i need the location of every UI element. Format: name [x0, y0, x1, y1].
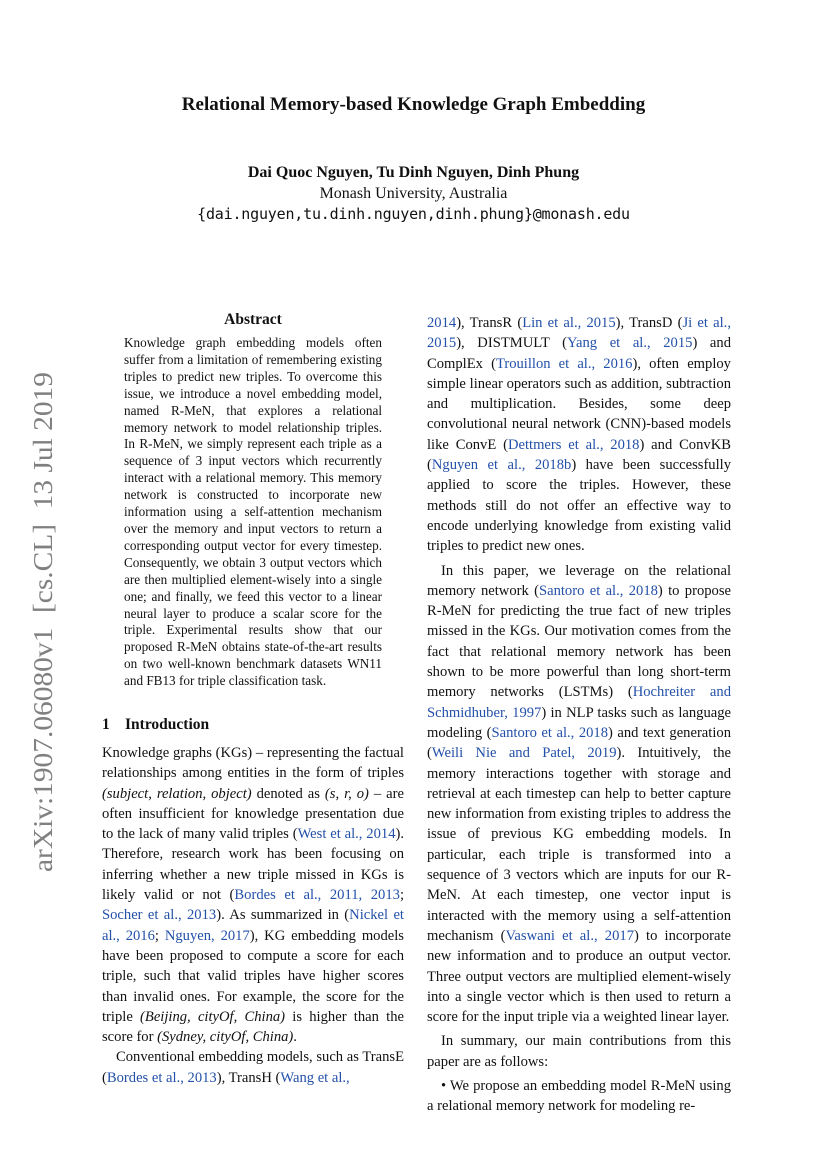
- right-paragraph-4: [427, 1076, 731, 1117]
- text-run: ) in NLP tasks such as language modeling (: [427, 704, 731, 741]
- text-run: ) and text generation (: [427, 724, 731, 762]
- text-run: • We propose an embedding model R-MeN using a relational memory network for modeling re-: [427, 1077, 731, 1115]
- text-run: ), DISTMULT (: [456, 335, 567, 352]
- text-run: (s, r, o): [324, 785, 369, 802]
- text-run: (Sydney, cityOf, China): [157, 1029, 294, 1046]
- text-run: Knowledge graphs (KGs) – representing the factual relationships among entities in the form of triples: [102, 745, 404, 782]
- text-run: ) have been successfully applied to score the triples. However, these methods still do not offer an effective way to encode underlying knowledge from existing valid triples to predict new ones.: [427, 457, 732, 555]
- text-run: ). Intuitively, the memory interactions together with storage and retrieval at each timestep can help to better capture new information from existing triples to address the issue of previous KG embedding models. In particular, each triple is transformed into a sequence of 3 vectors which are inputs for our R-MeN. At each timestep, one vector input is interacted with the memory using a self-attention mechanism (: [427, 745, 731, 944]
- text-run: Conventional embedding models, such as TransE (: [102, 1049, 404, 1086]
- text-run: ;: [154, 927, 165, 944]
- text-run: .: [293, 1029, 297, 1046]
- author-list: Dai Quoc Nguyen, Tu Dinh Nguyen, Dinh Phung: [247, 164, 580, 181]
- abstract-body: Knowledge graph embedding models often suffer from a limitation of remembering existing triples to predict new triples. To overcome this issue, we introduce a novel embedding model, named R-MeN, that explores a relational memory network to model relationship triples. In R-MeN, we simply represent each triple as a sequence of 3 input vectors which recurrently interact with a relational memory. This memory network is constructed to incorporate new information using a self-attention mechanism over the memory and input vectors to return a corresponding output vector for every timestep. Consequently, we obtain 3 output vectors which are then multiplied element-wisely into a single one; and finally, we feed this vector to a linear neural layer to produce a scalar score for the triple. Experimental results show that our proposed R-MeN obtains state-of-the-art results on two well-known benchmark datasets WN11 and FB13 for triple classification task.: [124, 335, 382, 689]
- citation-link[interactable]: Yang et al., 2015: [566, 335, 693, 352]
- citation-link[interactable]: Ji et al., 2015: [427, 315, 731, 352]
- citation-link[interactable]: Dettmers et al., 2018: [507, 436, 640, 453]
- right-paragraph-3: [427, 1031, 731, 1072]
- right-column-body: [427, 313, 731, 1117]
- text-run: (subject, relation, object): [102, 785, 252, 802]
- section-number: 1: [102, 716, 110, 733]
- text-run: ). Therefore, research work has been focusing on inferring whether a new triple missed in KGs is likely valid or not (: [102, 826, 405, 904]
- text-run: – are often insufficient for knowledge presentation due to the lack of many valid triples (: [102, 785, 404, 843]
- citation-link[interactable]: Nguyen, 2017: [164, 927, 250, 944]
- text-run: ), often employ simple linear operators such as addition, subtraction and multiplication. Besides, some deep convolutional neural network (CNN)-based models like ConvE (: [427, 355, 731, 453]
- arxiv-stamp-svg: [22, 372, 62, 872]
- text-run: ), KG embedding models have been proposed to compute a score for each triple, such that valid triples have higher scores than invalid ones. For example, the score for the triple: [102, 927, 404, 1025]
- citation-link[interactable]: Wang et al.,: [280, 1069, 350, 1086]
- left-column-body: [102, 743, 404, 1088]
- affiliation: Monash University, Australia: [319, 185, 508, 202]
- citation-link[interactable]: Nguyen et al., 2018b: [431, 457, 572, 474]
- citation-link[interactable]: Bordes et al., 2011, 2013: [234, 887, 400, 904]
- citation-link[interactable]: 2014: [427, 315, 457, 331]
- section-heading-introduction: [102, 716, 209, 734]
- citation-link[interactable]: Hochreiter and Schmidhuber, 1997: [427, 684, 731, 721]
- citation-link[interactable]: Nickel et al., 2016: [102, 907, 404, 944]
- text-run: is higher than the score for: [102, 1008, 404, 1046]
- text-run: ) and ConvKB (: [427, 436, 731, 474]
- text-run: (Beijing, cityOf, China): [140, 1008, 286, 1025]
- citation-link[interactable]: Lin et al., 2015: [522, 315, 616, 331]
- text-run: ) to incorporate new information and to produce an output vector. Three output vectors are multiplied element-wisely into a single vector which is then used to return a score for the input triple via a weighted linear layer.: [427, 927, 731, 1026]
- citation-link[interactable]: West et al., 2014: [297, 826, 396, 843]
- citation-link[interactable]: Weili Nie and Patel, 2019: [431, 745, 617, 762]
- text-run: denoted as: [251, 785, 325, 802]
- text-run: ) and ComplEx (: [427, 335, 731, 372]
- abstract-heading: Abstract: [224, 311, 282, 328]
- citation-link[interactable]: Santoro et al., 2018: [538, 582, 658, 599]
- citation-link[interactable]: Trouillon et al., 2016: [495, 355, 633, 372]
- text-run: ). As summarized in (: [216, 907, 350, 924]
- text-run: ), TransH (: [216, 1069, 281, 1086]
- text-run: In this paper, we leverage on the relational memory network (: [427, 562, 731, 599]
- author-emails: {dai.nguyen,tu.dinh.nguyen,dinh.phung}@monash.edu: [197, 205, 630, 223]
- paper-title: Relational Memory-based Knowledge Graph Embedding: [181, 94, 646, 115]
- text-run: ), TransD (: [615, 315, 683, 331]
- citation-link[interactable]: Vaswani et al., 2017: [505, 927, 634, 944]
- citation-link[interactable]: Bordes et al., 2013: [106, 1069, 217, 1086]
- citation-link[interactable]: Socher et al., 2013: [102, 907, 217, 924]
- intro-paragraph-1: [102, 743, 404, 1047]
- text-run: ;: [399, 887, 404, 904]
- right-paragraph-1: [427, 313, 731, 557]
- arxiv-stamp: [22, 372, 62, 872]
- text-run: ) to propose R-MeN for predicting the true fact of new triples missed in the KGs. Our motivation comes from the fact that relational memory network has been shown to be more powerful than long short-term memory networks (LSTMs) (: [427, 582, 731, 701]
- arxiv-identifier: arXiv:1907.06080v1 [cs.CL] 13 Jul 2019: [28, 413, 58, 872]
- citation-link[interactable]: Santoro et al., 2018: [491, 724, 609, 741]
- right-paragraph-2: [427, 561, 731, 1028]
- text-run: In summary, our main contributions from this paper are as follows:: [427, 1033, 731, 1070]
- text-run: ), TransR (: [456, 315, 523, 331]
- intro-paragraph-2: [102, 1047, 404, 1088]
- section-title: Introduction: [125, 716, 210, 733]
